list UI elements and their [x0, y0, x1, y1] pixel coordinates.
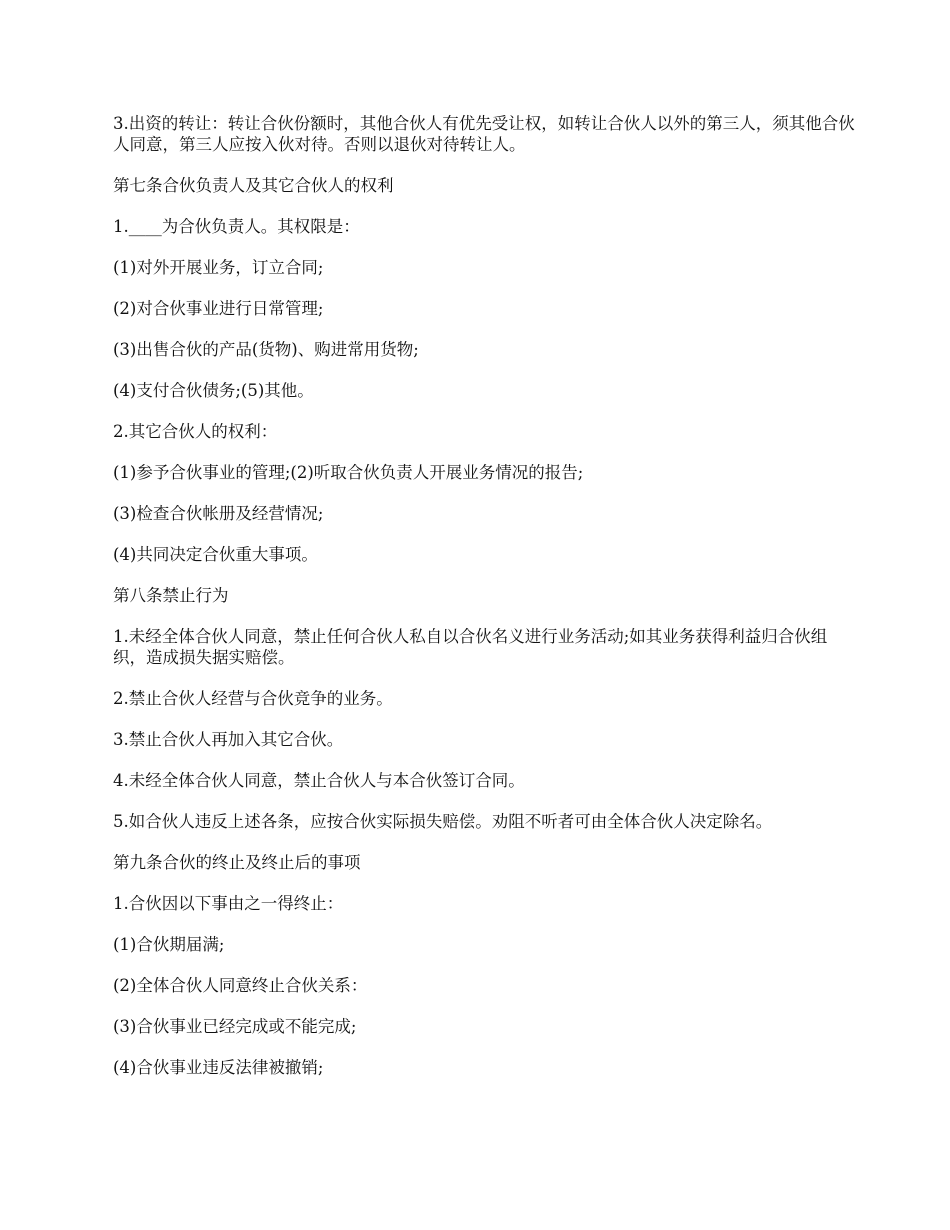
list-item: (3)出售合伙的产品(货物)、购进常用货物;: [113, 340, 419, 359]
list-item: (4)共同决定合伙重大事项。: [113, 545, 318, 564]
list-item: (2)全体合伙人同意终止合伙关系：: [113, 976, 368, 995]
list-item: 2.禁止合伙人经营与合伙竞争的业务。: [113, 689, 393, 708]
section-heading-article-8: 第八条禁止行为: [113, 586, 229, 605]
list-item: (4)支付合伙债务;(5)其他。: [113, 381, 314, 400]
list-item: (1)参予合伙事业的管理;(2)听取合伙负责人开展业务情况的报告;: [113, 463, 584, 482]
list-item: (3)检查合伙帐册及经营情况;: [113, 504, 324, 523]
list-item: 1.未经全体合伙人同意，禁止任何合伙人私自以合伙名义进行业务活动;如其业务获得利益归合伙组织，造成损失据实赔偿。: [113, 627, 828, 667]
list-item: (1)合伙期届满;: [113, 935, 225, 954]
paragraph-transfer-of-contribution: 3.出资的转让：转让合伙份额时，其他合伙人有优先受让权，如转让合伙人以外的第三人，须其他合伙人同意，第三人应按入伙对待。否则以退伙对待转让人。: [113, 114, 855, 154]
section-heading-article-9: 第九条合伙的终止及终止后的事项: [113, 853, 361, 872]
document-page: [113, 113, 858, 1098]
list-item: (1)对外开展业务，订立合同;: [113, 258, 324, 277]
list-item: (2)对合伙事业进行日常管理;: [113, 299, 324, 318]
list-item: 3.禁止合伙人再加入其它合伙。: [113, 730, 344, 749]
paragraph-other-partner-rights: 2.其它合伙人的权利：: [113, 422, 278, 441]
list-item: (3)合伙事业已经完成或不能完成;: [113, 1017, 357, 1036]
list-item: 5.如合伙人违反上述各条，应按合伙实际损失赔偿。劝阻不听者可由全体合伙人决定除名。: [113, 812, 773, 831]
paragraph-manager-designation: 1.____为合伙负责人。其权限是：: [113, 217, 360, 236]
list-item: 4.未经全体合伙人同意，禁止合伙人与本合伙签订合同。: [113, 771, 525, 790]
section-heading-article-7: 第七条合伙负责人及其它合伙人的权利: [113, 176, 394, 195]
list-item: (4)合伙事业违反法律被撤销;: [113, 1058, 324, 1077]
paragraph-termination-causes: 1.合伙因以下事由之一得终止：: [113, 894, 344, 913]
